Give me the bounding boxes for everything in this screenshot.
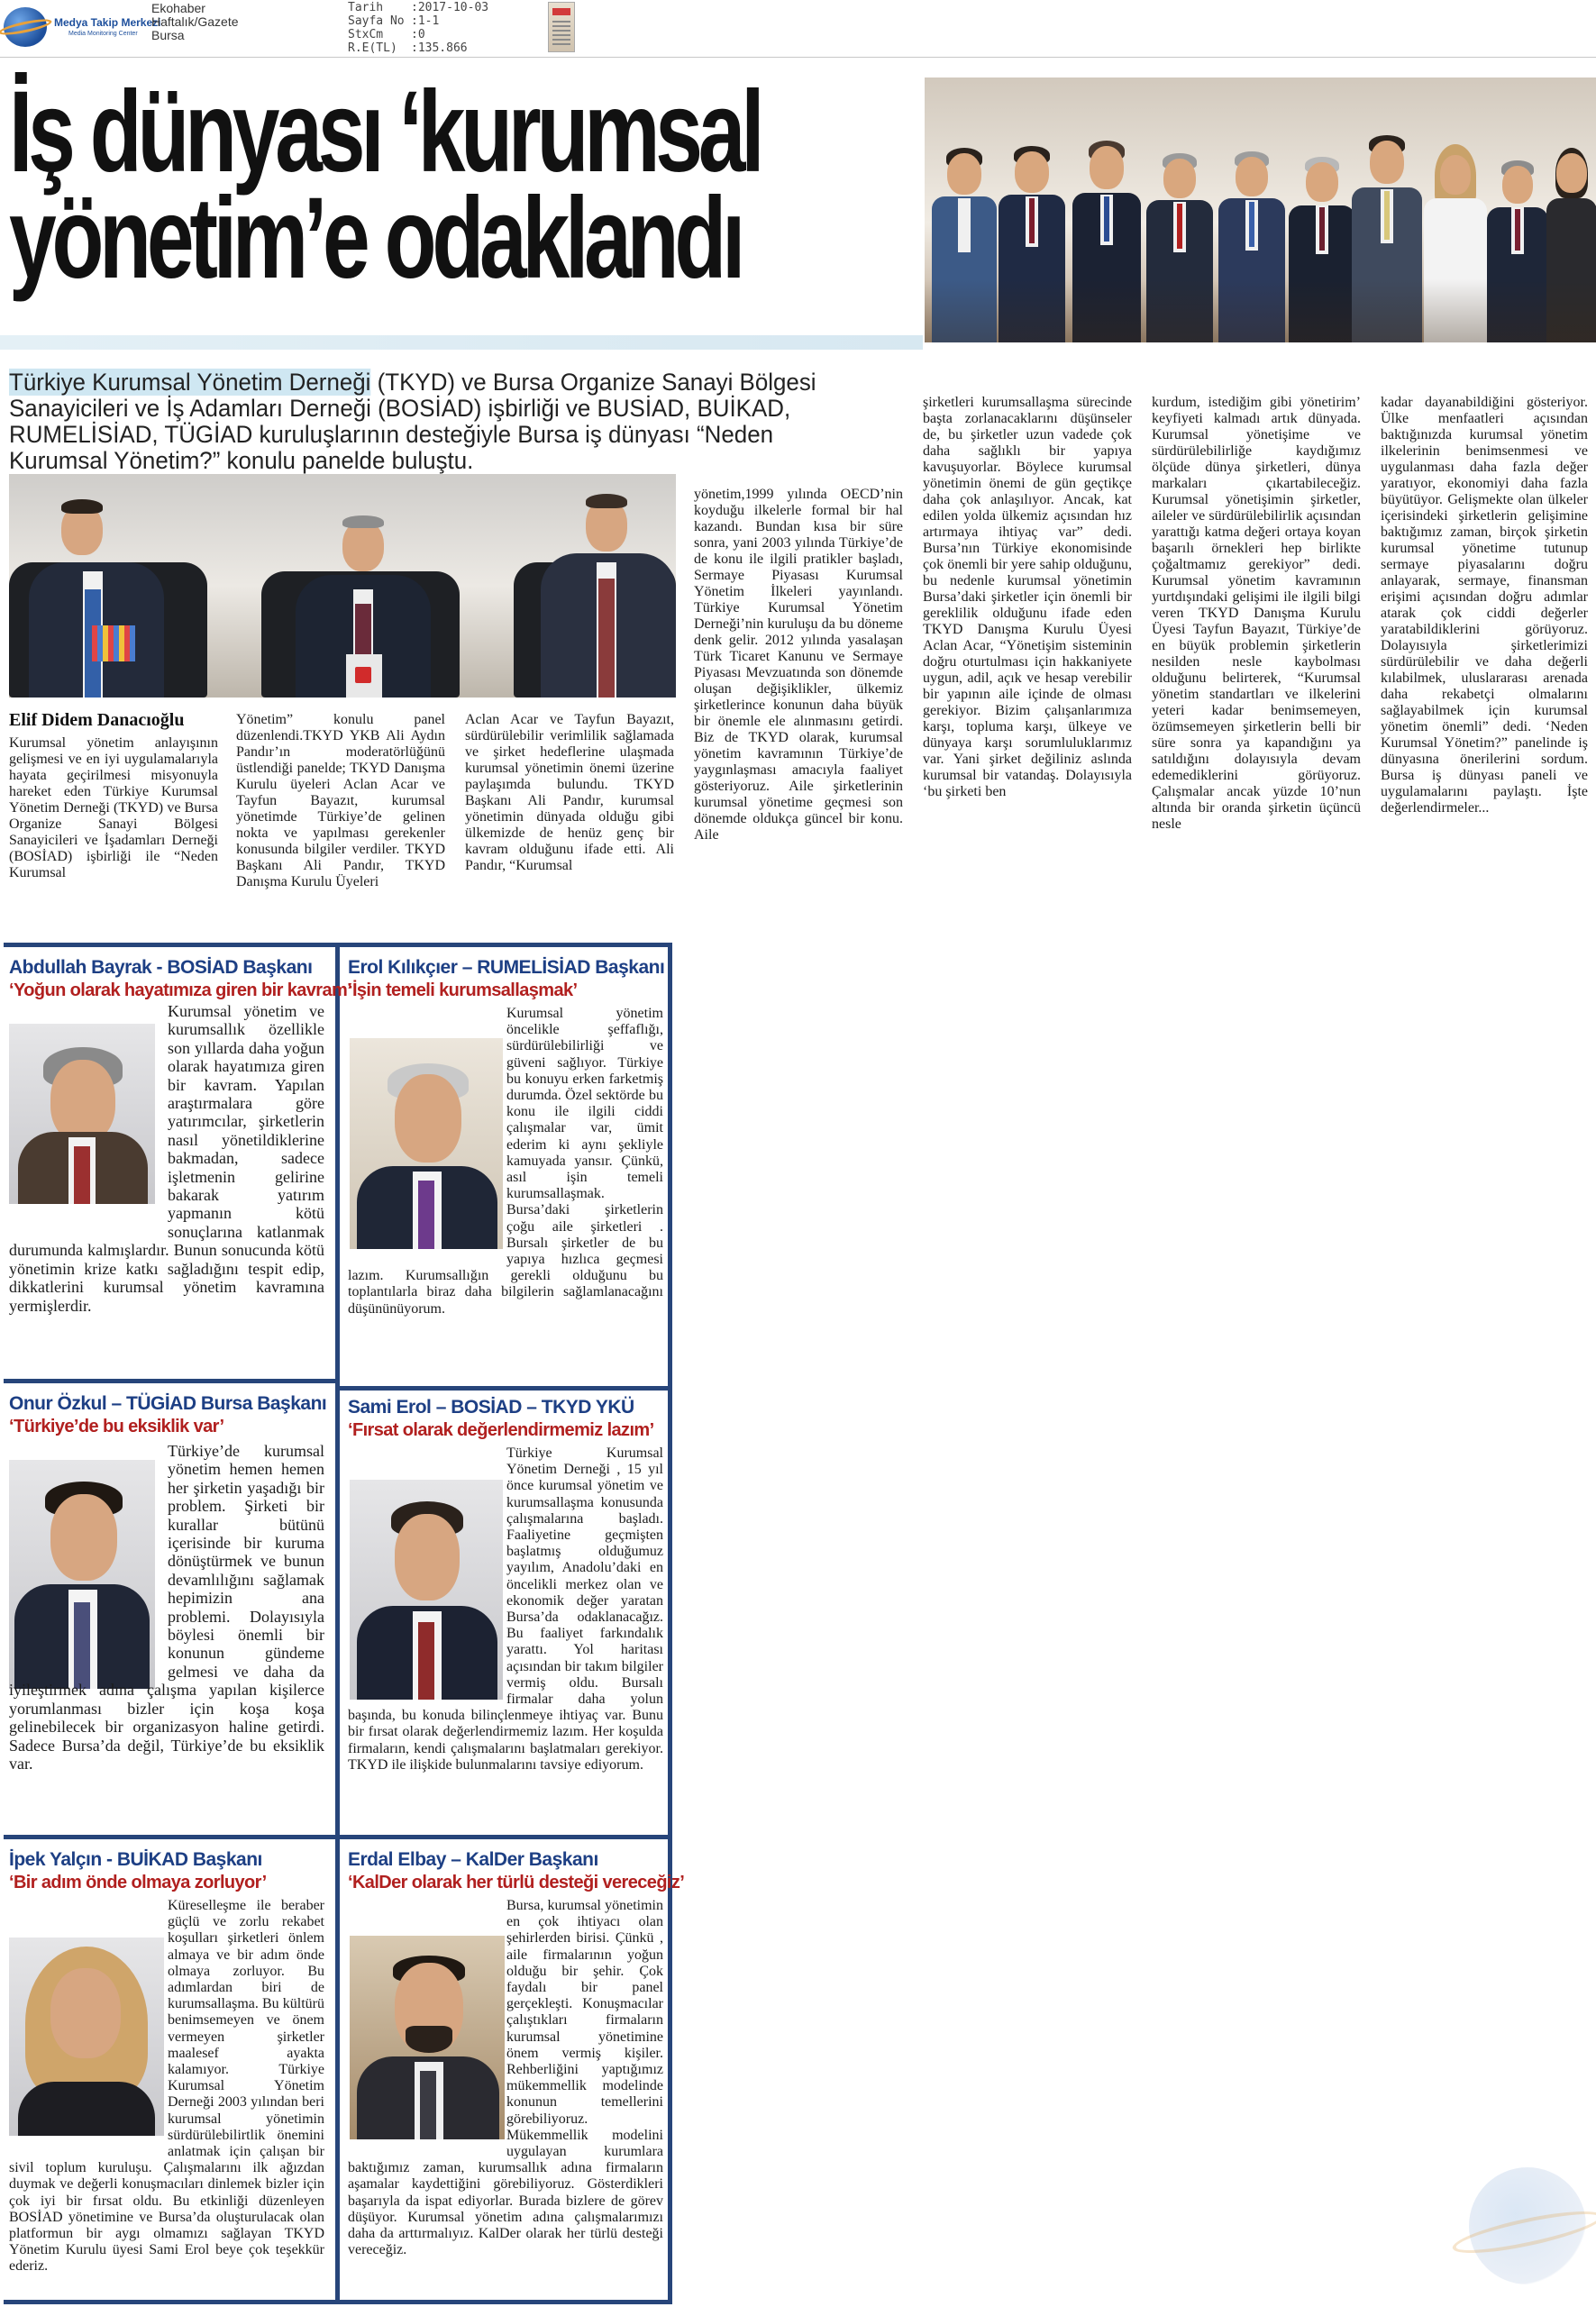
box-frame bbox=[4, 1835, 337, 1839]
portrait-spacer bbox=[348, 1914, 506, 2150]
interview-body: Türkiye Kurumsal Yönetim Derneği , 15 yıl önce kurumsal yönetim ve kurumsallaşma konusunda çalışmalarına başladı. Faaliyetine geçmişten başlatmış olduğumuz yayılım, Anadolu’daki en öncelikli merkez olan ve ekonomik değer yaratan Bursa’da odaklanacağız. Bu faaliyet farkındalık yarattı. Yol haritası açısından bir takım bilgiler vermiş oldu. Bursalı firmalar daha yolun başında, bu konuda bilinçlenmeye ihtiyaç var. Bunu bir fırsat olarak değerlendirmemiz lazım. Her koşulda firmaların, kendi çalışmalarını başlatmaları gerekiyor. TKYD ile ilişkide bulunmalarını tavsiye ediyorum. bbox=[348, 1445, 663, 1773]
article-column-2: Yönetim” konulu panel düzenlendi.TKYD YKB Ali Aydın Pandır’ın moderatörlüğünü üstlendiği panelde; TKYD Danışma Kurulu üyeleri Aclan Acar ve Tayfun Bayazıt, kurumsal yönetimde Türkiye’de gelinen nokta ve yapılması gerekenler konusunda bilgiler verdiler. TKYD Başkanı Ali Pandır, TKYD Danışma Kurulu Üyeleri bbox=[236, 712, 445, 889]
interview-body: Küreselleşme ile beraber güçlü ve zorlu rekabet koşulları şirketleri önlem almaya ve bir adım önde olmaya zorluyor. Bu adımlardan biri de kurumsallaşma. Bu kültürü benimsemeyen ve önem vermeyen şirketler maalesef ayakta kalamıyor. Türkiye Kurumsal Yönetim Derneği 2003 yılından beri kurumsal yönetimin sürdürülebilirtlik önemini anlatmak için çalışan bir sivil toplum kuruluşu. Çalışmalarını ilk ağızdan duymak ve değerli konuşmacıları dinlemek bizler için çok iyi bir fırsat oldu. Bu etkinliği düzenleyen BOSİAD yönetimine ve Bursa’da oluşturulacak olan platformun bir aygı olmamızı sağlayan TKYD Yönetim Kurulu üyesi Sami Erol beye çok teşekkür ederiz. bbox=[9, 1898, 324, 2275]
deck-highlight: Türkiye Kurumsal Yönetim Derneği bbox=[9, 369, 371, 396]
box-frame bbox=[335, 1835, 672, 1839]
box-frame bbox=[335, 1386, 672, 1391]
interview-body: Türkiye’de kurumsal yönetim hemen hemen her şirketin yaşadığı bir problem. Şirketi bir kurallar bütünü içerisinde bir kuruma dönüştürmek ve bunun devamlılığını sağlamak hepimizin ana problemi. Dolayısıyla böylesi önemli bir konunun gündeme gelmesi ve daha da iyileştirmek adına çalışma yapılan kişilerce yorumlanması bizler için koşa koşa gelinebilecek bir organizasyon haline getirdi. Sadece Bursa’da değil, Türkiye’de bu eksiklik var. bbox=[9, 1442, 324, 1773]
publication-name: Ekohaber bbox=[151, 1, 205, 15]
meta-value: :1-1 bbox=[411, 14, 440, 28]
publication-city: Bursa bbox=[151, 28, 185, 42]
interview-body: Kurumsal yönetim ve kurumsallık özellikle son yıllarda daha yoğun olarak hayatımıza giren bir kavram. Yapılan araştırmalara göre yatırımcılar, şirketlerin nasıl yönetildiklerine bakmadan, sadece işletmenin gelirine bakarak yatırım yapmanın kötü sonuçlarına katlanmak durumunda kalmışlardır. Bunun sonucunda kötü yönetimin krize katkı sağladığını tespit edip, dikkatlerini kurumsal yönetim kavramına yermişlerdir. bbox=[9, 1002, 324, 1315]
interview-body: Bursa, kurumsal yönetimin en çok ihtiyacı olan şehirlerden birisi. Çünkü , aile firmalarının yoğun olduğu bir şehir. Çok faydalı bir panel gerçekleşti. Konuşmacılar çalıştıkları firmaların kurumsal yönetimine önem vermiş kişiler. Rehberliğini yaptığımız mükemmellik modelinde konunun temellerini görebiliyoruz. Mükemmellik modelini uygulayan kurumlara baktığımız zaman, kurumsallık adına firmaların aşamalar kaydettiğini görebiliyoruz. Gösterdikleri başarıyla da ispat ediyorlar. Burada bizlere de görev düşüyor. Kurumsal yönetim adına çalışmalarımızı daha da arttırmalıyız. KalDer olarak her türlü desteği vereceğiz. bbox=[348, 1898, 663, 2258]
byline: Elif Didem Danacıoğlu bbox=[9, 710, 185, 730]
clipping-meta bbox=[348, 1, 488, 55]
interviewee-name: Sami Erol – BOSİAD – TKYD YKÜ bbox=[348, 1397, 634, 1418]
article-deck bbox=[9, 369, 874, 474]
interview-quote: ‘Yoğun olarak hayatımıza giren bir kavram’ bbox=[9, 980, 352, 1000]
meta-key: StxCm bbox=[348, 28, 384, 41]
article-column-1: Kurumsal yönetim anlayışının gelişmesi ve en iyi uygulamalarıyla hayata geçirilmesi misyonuyla hareket eden Türkiye Kurumsal Yönetim Derneği (TKYD) ve Bursa Organize Sanayi Bölgesi Sanayicileri ve İşadamları Derneği (BOSİAD) işbirliği ile “Neden Kurumsal bbox=[9, 735, 218, 880]
article-column-5: şirketleri kurumsallaşma sürecinde başta zorlanacaklarını düşünseler de, bu şirketler uzun vadede çok daha sağlıklı bir yapıya kavuşuyorlar. Böylece kurumsal yönetimin önemi de gün geçtikçe daha çok anlaşılıyor. Ancak, kat edilen yolda ülkemiz açısından hız artırmaya ihtiyaç var” dedi. Bursa’nın Türkiye ekonomisinde çok önemli bir yere sahip olduğunu, bu nedenle kurumsal yönetimin Bursa’daki şirketler için önemli bir gereklilik olduğunu ifade eden TKYD Danışma Kurulu Üyesi Aclan Acar, “Yönetişim sisteminin doğru oturtulması için hakkaniyete uygun, adil, açık ve hesap verebilir bir yapının aile içinde de olması gerekiyor. Bizim çalışanlarımıza karşı, topluma karşı, ülkeye ve dünyaya karşı sorumluluklarımız var. Yani şirket değiliniz aslında kurumsal bir vatandaş. Dolayısıyla ‘bu şirketi ben bbox=[923, 395, 1132, 799]
deck-text: (TKYD) ve Bursa Organize Sanayi Bölgesi Sanayicileri ve İş Adamları Derneği (BOSİAD) işbirliği ve BUSİAD, BUİKAD, RUMELİSİAD, TÜGİAD kuruluşlarının desteğiyle Bursa iş dünyası “Neden Kurumsal Yönetim?” konulu panelde buluştu. bbox=[9, 369, 816, 474]
logo-subtitle: Media Monitoring Center bbox=[68, 31, 138, 37]
clipping-header bbox=[0, 0, 1596, 58]
meta-value: :0 bbox=[411, 28, 425, 41]
interviewee-name: Erol Kılıkçıer – RUMELİSİAD Başkanı bbox=[348, 957, 665, 978]
meta-row bbox=[348, 1, 488, 14]
headline-underline-band bbox=[0, 335, 923, 350]
box-divider bbox=[335, 943, 340, 2302]
meta-value: :135.866 bbox=[411, 41, 468, 55]
meta-row bbox=[348, 41, 488, 55]
interviewee-name: Onur Özkul – TÜGİAD Bursa Başkanı bbox=[9, 1393, 327, 1414]
interview-quote: ‘Türkiye’de bu eksiklik var’ bbox=[9, 1417, 224, 1436]
box-frame bbox=[4, 2300, 672, 2304]
panel-photo bbox=[9, 474, 676, 698]
group-photo bbox=[925, 78, 1596, 342]
interview-quote: ‘KalDer olarak her türlü desteği vereceğiz’ bbox=[348, 1873, 685, 1892]
interviewee-name: Erdal Elbay – KalDer Başkanı bbox=[348, 1849, 598, 1870]
portrait-spacer bbox=[9, 1914, 168, 2150]
publication-info bbox=[151, 2, 239, 42]
meta-row bbox=[348, 28, 488, 41]
interview-body: Kurumsal yönetim öncelikle şeffaflığı, sürdürülebilirliği ve güveni sağlıyor. Türkiye bu konuyu erken farketmiş durumda. Özel sektörde bu konu ile ilgili ciddi çalışmalar var, ümit ederim ki aynı şekliyle kamuyada yansır. Çünkü, asıl işin temeli kurumsallaşmak. Bursa’daki şirketlerin çoğu aile şirketleri . Bursalı şirketler de bu yapıya hızlıca geçmesi lazım. Kurumsallığın gerekli olduğunu bu toplantılarla biraz daha bilgilerin sağlamlanacağını düşününüyorum. bbox=[348, 1006, 663, 1317]
meta-key: R.E(TL) bbox=[348, 41, 397, 55]
meta-value: :2017-10-03 bbox=[411, 1, 489, 14]
page-thumbnail[interactable] bbox=[548, 2, 575, 52]
interviewee-name: Abdullah Bayrak - BOSİAD Başkanı bbox=[9, 957, 313, 978]
meta-row bbox=[348, 14, 488, 28]
box-frame bbox=[668, 943, 672, 2302]
article-column-7: kadar dayanabildiğini gösteriyor. Ülke menfaatleri açısından baktığınızda kurumsal yönetim ilkelerinin benimsenmesi ve uygulanması daha fazla değer yaratıyor, ekonomiyi daha fazla büyütüyor. Gelişmekte olan ülkeler içerisindeki şirketlerin gelişimine baktığımız zaman, birçok şirketin kurumsal yönetime tutunup sermaye piyasalarını doğru anlayarak, sermaye, finansman erişimi açısından doğru adımlar atarak çok ciddi değerler yaratabildiklerini görüyoruz. Dolayısıyla şirketlerimizi sürdürülebilir ve daha değerli kılabilmek, uluslararası arenada daha rekabetçi olmalarını sağlayabilmek için kurumsal yönetim önemli” dedi. ‘Neden Kurumsal Yönetim?” panelinde iş dünyasına önerilerini sordum. Bursa iş dünyası paneli ve uygulamalarını paylaştı. İşte değerlendirmeler... bbox=[1381, 395, 1588, 816]
portrait-spacer bbox=[9, 1018, 168, 1239]
article-headline bbox=[9, 68, 761, 303]
meta-key: Tarih bbox=[348, 1, 384, 14]
article-column-3: Aclan Acar ve Tayfun Bayazıt, sürdürülebilir verimlilik sağlamada ve şirket hedeflerine ulaşmada kurumsal yönetimin önemi üzerine paylaşımda bulundu. TKYD Başkanı Ali Pandır, kurumsal yönetimin dünyada olduğu gibi ülkemizde de henüz genç bir kavram olduğunu ifade etti. Ali Pandır, “Kurumsal bbox=[465, 712, 674, 873]
meta-key: Sayfa No bbox=[348, 14, 405, 28]
headline-line: İş dünyası ‘kurumsal bbox=[9, 68, 761, 196]
logo-title: Medya Takip Merkezi bbox=[54, 16, 161, 29]
medya-takip-logo bbox=[4, 4, 161, 49]
portrait-spacer bbox=[348, 1462, 506, 1698]
interviewee-name: İpek Yalçın - BUİKAD Başkanı bbox=[9, 1849, 262, 1870]
article-column-6: kurdum, istediğim gibi yönetirim’ keyfiyeti kalmadı artık dünyada. Kurumsal yönetişime ve sürdürülebilirliğe kaydığımız ölçüde dünya şirketleri, dünya markaları çıkartabileceğiz. Kurumsal yönetişimin şirketler, aileler ve sürdürülebilirlik açısından yarattığı katma değeri ortaya koyan başarılı örnekleri hep birlikte çoğaltmamız gerekiyor” dedi. Kurumsal yönetim kavramının yurtdışındaki gelişimi ile ilgili bilgi veren TKYD Danışma Kurulu Üyesi Tayfun Bayazıt, Türkiye’de en büyük problemin şirketlerin nesilden nesle kaybolması olduğunu belirterek, “Kurumsal yönetim standartları ve ilkelerini yeteri kadar benimsemeyen, özümsemeyen şirketlerin belli bir süre sonra ya kapandığını ya satıldığını dolayısıyla devam edemediklerini görüyoruz. Çalışmalar ancak yüzde 10’nun altında bir oranda şirketin üçüncü nesle bbox=[1152, 395, 1361, 832]
interview-quote: ‘İşin temeli kurumsallaşmak’ bbox=[348, 980, 578, 1000]
article-column-4: yönetim,1999 yılında OECD’nin koyduğu ilkelerle formal bir hal kazandı. Bundan kısa bir süre sonra, yani 2003 yılında Türkiye’de de konu ile ilgili pratikler başladı, Sermaye Piyasası Kurumsal Yönetim İlkeleri yayınlandı. Türkiye Kurumsal Yönetim Derneği’nin kuruluşu da bu döneme denk gelir. 2012 yılında yasalaşan Türk Ticaret Kanunu ve Sermaye Piyasası Mevzuatında son dönemde oluşan değişiklikler, ülkemiz şirketlerince konunun daha büyük bir önemle ele alınmasını getirdi. Biz de TKYD olarak, kurumsal yönetim kavramının Türkiye’de yaygınlaşması amacıyla faaliyet gösteriyoruz. Aile şirketlerinin kurumsal yönetime geçmesi son dönemde oldukça güncel bir konu. Aile bbox=[694, 487, 903, 843]
headline-line: yönetim’e odaklandı bbox=[9, 174, 742, 303]
portrait-spacer bbox=[9, 1458, 168, 1679]
portrait-spacer bbox=[348, 1022, 506, 1258]
interview-quote: ‘Fırsat olarak değerlendirmemiz lazım’ bbox=[348, 1420, 654, 1440]
box-frame bbox=[4, 1379, 337, 1383]
publication-frequency: Haftalık/Gazete bbox=[151, 14, 239, 29]
interview-quote: ‘Bir adım önde olmaya zorluyor’ bbox=[9, 1873, 267, 1892]
